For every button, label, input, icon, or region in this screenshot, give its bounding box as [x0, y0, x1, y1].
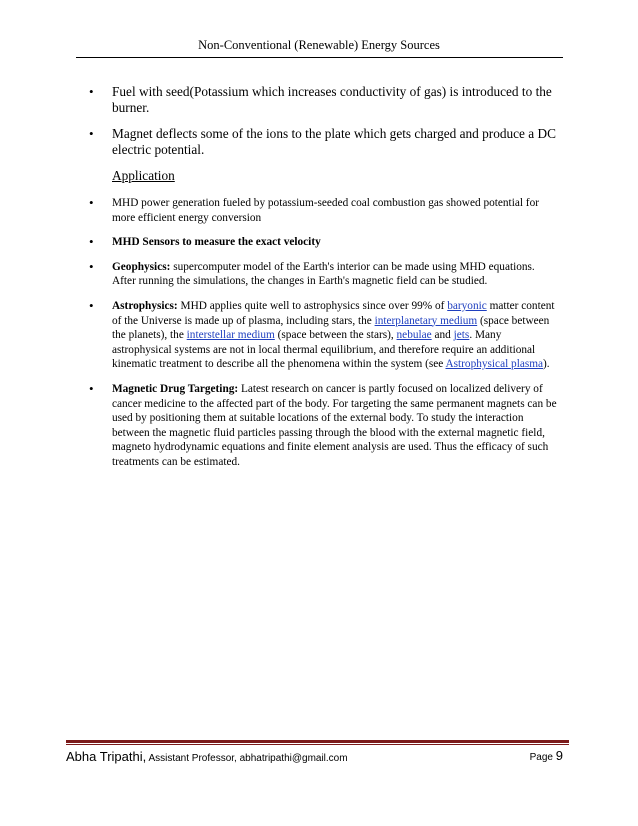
- geophysics-text: supercomputer model of the Earth's interior can be made using MHD equations. After running the simulations, the changes in Earth's magnetic field can be studied.: [112, 260, 535, 288]
- bullet-fuel-seed: [89, 84, 559, 116]
- application-heading: Application: [112, 168, 175, 183]
- bullet-drug-targeting: [89, 382, 559, 470]
- bullet-text: Fuel with seed(Potassium which increases conductivity of gas) is introduced to the burner.: [112, 84, 552, 115]
- page-content: [89, 84, 559, 480]
- bullet-icon: •: [89, 234, 94, 250]
- bullet-icon: •: [89, 126, 94, 141]
- astrophysics-text: ).: [543, 358, 550, 371]
- astrophysics-text: matter content of the Universe is made up of plasma, including stars, the: [112, 299, 555, 327]
- astrophysics-text: . Many astrophysical systems are not in local thermal equilibrium, and therefore require an additional kinematic treatment to describe all the phenomena within the system (see: [112, 329, 536, 371]
- drug-targeting-label: Magnetic Drug Targeting:: [112, 382, 239, 395]
- astrophysics-text: MHD applies quite well to astrophysics since over 99% of: [177, 299, 448, 312]
- bullet-mhd-power: [89, 196, 559, 225]
- page-label: Page: [529, 752, 556, 763]
- link-nebulae[interactable]: nebulae: [396, 329, 432, 342]
- bullet-icon: •: [89, 195, 94, 210]
- astrophysics-text: (space between the planets), the: [112, 314, 550, 342]
- page-number-value: 9: [555, 748, 563, 763]
- bullet-bold-text: MHD Sensors to measure the exact velocity: [112, 236, 321, 249]
- bullet-list-top: [89, 84, 559, 158]
- page-number: [530, 748, 563, 763]
- application-list: [89, 196, 559, 470]
- bullet-icon: •: [89, 380, 94, 396]
- footer-author-details: Assistant Professor, abhatripathi@gmail.com: [146, 753, 348, 764]
- astrophysics-text: and: [431, 329, 454, 342]
- bullet-astrophysics: [89, 299, 559, 372]
- header-divider: [76, 57, 563, 58]
- bullet-icon: •: [89, 297, 94, 313]
- bullet-geophysics: [89, 260, 559, 289]
- link-interplanetary-medium[interactable]: interplanetary medium: [374, 314, 478, 327]
- footer-divider-thick: [66, 740, 569, 743]
- page-header: Non-Conventional (Renewable) Energy Sources: [198, 38, 440, 52]
- bullet-text: MHD power generation fueled by potassium-seeded coal combustion gas showed potential for more efficient energy conversion: [112, 197, 539, 224]
- bullet-icon: •: [89, 84, 94, 99]
- link-baryonic[interactable]: baryonic: [447, 299, 487, 312]
- page-footer: [66, 748, 569, 766]
- link-interstellar-medium[interactable]: interstellar medium: [186, 329, 275, 342]
- drug-targeting-text: Latest research on cancer is partly focused on localized delivery of cancer medicine to the affected part of the body. For targeting the same permanent magnets can be used by positioning them at suitable locations of the external body. To study the interaction between the magnetic fluid particles passing through the blood with the external magnetic field, magneto hydrodynamic equations and finite element analysis are used. Thus the efficacy of such treatments can be estimated.: [112, 382, 557, 468]
- bullet-magnet-deflects: [89, 126, 559, 158]
- astrophysics-text: (space between the stars),: [274, 329, 397, 342]
- footer-divider-thin: [66, 744, 569, 745]
- geophysics-label: Geophysics:: [112, 260, 171, 273]
- astrophysics-label: Astrophysics:: [112, 299, 178, 312]
- bullet-mhd-sensors: [89, 235, 559, 250]
- footer-author-name: Abha Tripathi,: [66, 749, 147, 764]
- link-jets[interactable]: jets: [453, 329, 470, 342]
- link-astrophysical-plasma[interactable]: Astrophysical plasma: [445, 358, 544, 371]
- bullet-icon: •: [89, 258, 94, 274]
- bullet-text: Magnet deflects some of the ions to the plate which gets charged and produce a DC electric potential.: [112, 126, 556, 157]
